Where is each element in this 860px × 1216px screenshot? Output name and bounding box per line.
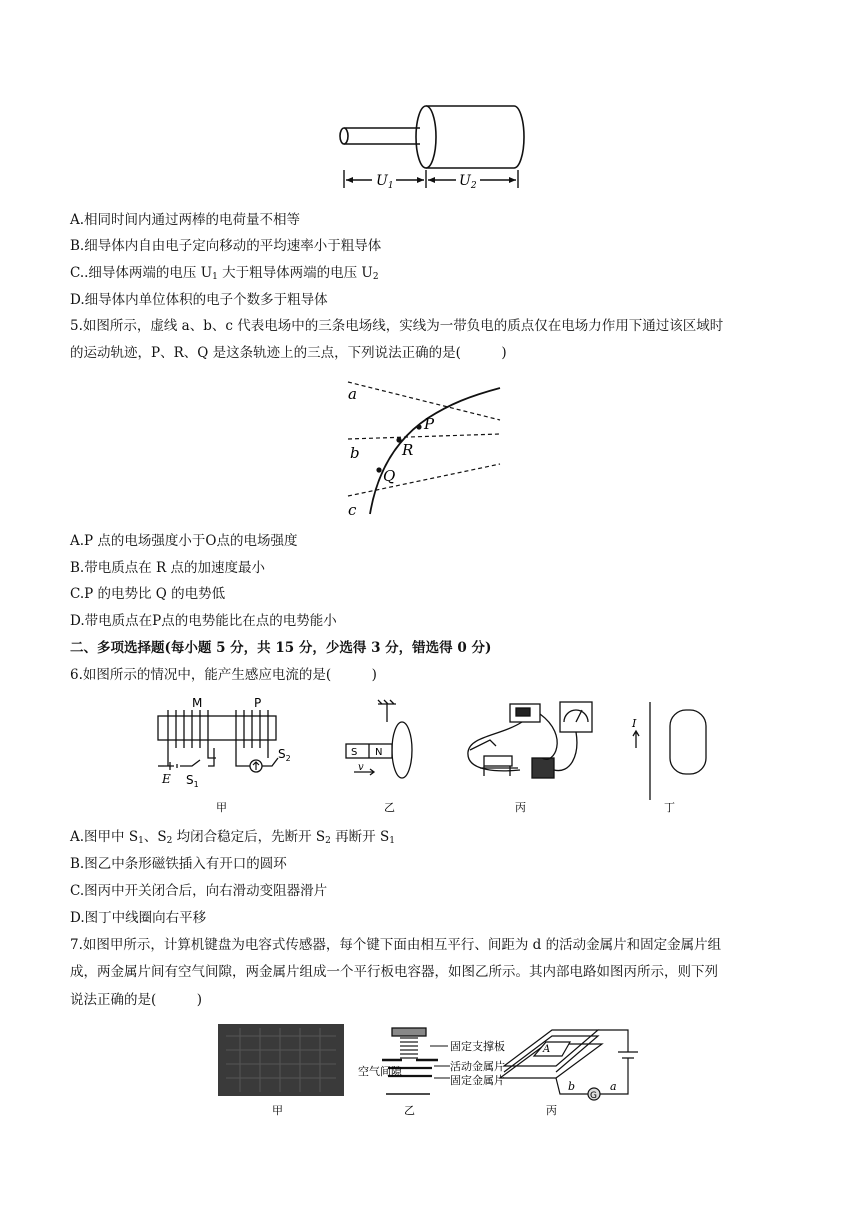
q4-option-c-pre: C..细导体两端的电压 U [70, 265, 213, 281]
label-a: a [348, 385, 357, 403]
label-a-wire: a [610, 1080, 617, 1093]
q4-option-b: B.细导体内自由电子定向移动的平均速率小于粗导体 [70, 238, 382, 254]
svg-text:U2 [459, 173, 477, 191]
air-gap-label: 空气间隙 [358, 1065, 402, 1078]
q6-option-d: D.图丁中线圈向右平移 [70, 910, 207, 926]
q5-option-a: A.P 点的电场强度小于O点的电场强度 [70, 533, 298, 549]
label-q: Q [383, 467, 396, 485]
label-b: b [350, 444, 360, 462]
q6-option-a [70, 828, 395, 850]
label-p: P [254, 696, 262, 710]
caption-ding: 丁 [664, 801, 675, 814]
q5-option-c: C.P 的电势比 Q 的电势低 [70, 586, 226, 602]
q4-option-c-sub2: 2 [372, 272, 379, 282]
label-r: R [402, 441, 414, 459]
conductor-figure [330, 98, 530, 194]
label-p: P [424, 415, 435, 433]
apparatus-bing [468, 702, 592, 778]
q6-option-c: C.图丙中开关闭合后，向右滑动变阻器滑片 [70, 883, 328, 899]
q5-option-d: D.带电质点在P点的电势能比在点的电势能小 [70, 613, 337, 629]
q6-option-a-mid1: 、S [143, 829, 167, 845]
q5-stem-line1: 5.如图所示，虚线 a、b、c 代表电场中的三条电场线，实线为一带负电的质点仅在电场力作用下通过该区域时 [70, 318, 724, 334]
field-line-figure [340, 378, 510, 520]
q5-stem-line2: 的运动轨迹，P、R、Q 是这条轨迹上的三点，下列说法正确的是( ) [70, 345, 507, 361]
q6-option-a-sub1: 1 [138, 836, 144, 846]
q6-option-a-pre: A.图甲中 S [70, 829, 139, 845]
caption-jia: 甲 [272, 1104, 283, 1117]
wire-loop-ding [633, 702, 706, 800]
q6-option-b: B.图乙中条形磁铁插入有开口的圆环 [70, 856, 287, 872]
galvanometer-label: G [590, 1091, 597, 1101]
u2-label: U [459, 173, 471, 189]
moving-plate-label: 活动金属片 [450, 1060, 505, 1073]
q7-stem-line2: 成，两金属片间有空气间隙，两金属片组成一个平行板电容器，如图乙所示。其内部电路如图丙所示，则下列 [70, 964, 718, 980]
keyboard-photo [218, 1024, 344, 1096]
label-s2: S [278, 747, 286, 761]
velocity-label: v [358, 762, 364, 773]
induction-figures [150, 696, 720, 814]
q6-option-a-mid3: 再断开 S [330, 829, 390, 845]
q4-option-c-sub1: 1 [212, 272, 218, 282]
svg-text:U1 [376, 173, 394, 191]
magnet-n-label: N [375, 747, 383, 758]
label-m: M [192, 696, 203, 710]
caption-bing: 丙 [546, 1104, 557, 1117]
svg-text:S2 [278, 747, 291, 763]
q4-option-c [70, 264, 379, 286]
q6-option-a-sub3: 2 [325, 836, 331, 846]
q4-option-c-mid: 大于粗导体两端的电压 U [217, 265, 373, 281]
q6-option-a-sub4: 1 [389, 836, 395, 846]
q4-option-a: A.相同时间内通过两棒的电荷量不相等 [70, 212, 301, 228]
q4-option-d: D.细导体内单位体积的电子个数多于粗导体 [70, 292, 328, 308]
q7-stem-line3: 说法正确的是( ) [70, 992, 203, 1008]
current-label: I [632, 717, 637, 730]
magnet-s-label: S [351, 747, 358, 758]
label-s1: S [186, 773, 194, 787]
label-e: E [162, 772, 171, 786]
fixed-plate-label: 固定金属片 [450, 1074, 505, 1087]
label-s1-sub: 1 [193, 780, 199, 789]
q7-stem-line1: 7.如图甲所示，计算机键盘为电容式传感器，每个键下面由相互平行、间距为 d 的活动金属片和固定金属片组 [70, 937, 722, 953]
keyboard-figures [216, 1022, 656, 1118]
circuit-jia [158, 710, 278, 772]
svg-text:S1 [186, 773, 199, 789]
label-b: b [568, 1080, 576, 1093]
q6-option-a-mid2: 均闭合稳定后，先断开 S [172, 829, 326, 845]
q6-stem: 6.如图所示的情况中，能产生感应电流的是( ) [70, 667, 377, 683]
q5-option-b: B.带电质点在 R 点的加速度最小 [70, 560, 265, 576]
caption-jia: 甲 [216, 801, 227, 814]
caption-bing: 丙 [515, 801, 526, 814]
q6-option-a-sub2: 2 [166, 836, 173, 846]
u2-sub: 2 [470, 181, 477, 191]
caption-yi: 乙 [384, 801, 395, 814]
u1-sub: 1 [387, 181, 394, 191]
label-s2-sub: 2 [285, 754, 291, 763]
support-plate-label: 固定支撑板 [450, 1040, 505, 1053]
label-c: c [348, 501, 357, 519]
magnet-ring-yi [346, 700, 412, 778]
label-a-key: A [543, 1044, 551, 1055]
caption-yi: 乙 [404, 1104, 415, 1117]
section-heading: 二、多项选择题(每小题 5 分，共 15 分，少选得 3 分，错选得 0 分) [70, 640, 492, 656]
u1-label: U [376, 173, 388, 189]
key-structure-yi [382, 1028, 450, 1094]
